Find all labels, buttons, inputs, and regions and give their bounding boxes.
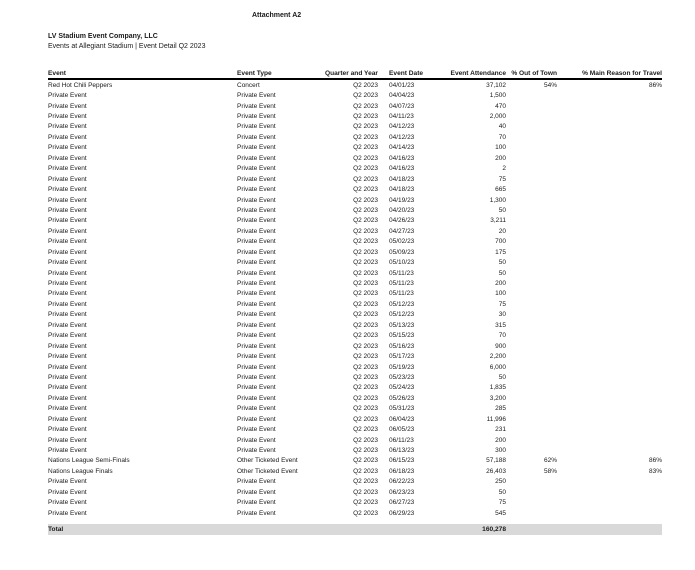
cell-quarter-year: Q2 2023 [353, 227, 378, 235]
cell-quarter-year: Q2 2023 [353, 478, 378, 486]
company-block [48, 32, 205, 52]
cell-quarter-year: Q2 2023 [353, 447, 378, 455]
cell-event-type: Private Event [237, 478, 276, 486]
cell-quarter-year: Q2 2023 [353, 123, 378, 131]
cell-event-type: Private Event [237, 154, 276, 162]
cell-event-date: 06/15/23 [389, 457, 415, 465]
cell-travel-reason: 83% [648, 467, 662, 475]
table-row [48, 205, 662, 215]
cell-event: Private Event [48, 102, 87, 110]
cell-event: Private Event [48, 123, 87, 131]
table-row [48, 111, 662, 121]
cell-event-type: Private Event [237, 499, 276, 507]
cell-attendance: 470 [495, 102, 506, 110]
cell-event-date: 06/11/23 [389, 436, 414, 444]
cell-event: Private Event [48, 133, 87, 141]
cell-event-date: 04/04/23 [389, 92, 415, 100]
cell-attendance: 100 [495, 290, 506, 298]
cell-quarter-year: Q2 2023 [353, 133, 378, 141]
cell-event-date: 05/15/23 [389, 332, 415, 340]
table-row [48, 268, 662, 278]
cell-attendance: 3,200 [489, 394, 506, 402]
cell-event: Private Event [48, 206, 87, 214]
cell-event-date: 04/20/23 [389, 206, 415, 214]
table-row [48, 424, 662, 434]
cell-event-type: Private Event [237, 238, 276, 246]
cell-event: Nations League Semi-Finals [48, 457, 130, 465]
cell-event-date: 05/24/23 [389, 384, 415, 392]
table-row [48, 498, 662, 508]
table-row [48, 278, 662, 288]
cell-event-type: Concert [237, 81, 260, 89]
cell-event-type: Private Event [237, 405, 276, 413]
cell-event: Red Hot Chili Peppers [48, 81, 113, 89]
table-row [48, 153, 662, 163]
table-row [48, 383, 662, 393]
cell-attendance: 50 [498, 269, 506, 277]
cell-quarter-year: Q2 2023 [353, 488, 378, 496]
cell-event: Private Event [48, 165, 87, 173]
table-row [48, 237, 662, 247]
table-row [48, 351, 662, 361]
cell-event: Private Event [48, 353, 87, 361]
table-row [48, 174, 662, 184]
cell-event-type: Private Event [237, 488, 276, 496]
table-row [48, 414, 662, 424]
cell-event-type: Private Event [237, 415, 276, 423]
attachment-title: Attachment A2 [252, 12, 302, 19]
cell-quarter-year: Q2 2023 [353, 426, 378, 434]
cell-event-type: Private Event [237, 332, 276, 340]
cell-event: Private Event [48, 196, 87, 204]
cell-event-type: Private Event [237, 248, 276, 256]
company-name: LV Stadium Event Company, LLC [48, 33, 158, 40]
cell-event: Private Event [48, 384, 87, 392]
table-row [48, 477, 662, 487]
cell-event-date: 05/13/23 [389, 321, 415, 329]
cell-event-type: Private Event [237, 175, 276, 183]
cell-event-date: 05/23/23 [389, 373, 415, 381]
cell-event: Private Event [48, 248, 87, 256]
cell-quarter-year: Q2 2023 [353, 321, 378, 329]
cell-quarter-year: Q2 2023 [353, 259, 378, 267]
cell-event-type: Private Event [237, 280, 276, 288]
column-header-travel-reason: % Main Reason for Travel [582, 70, 662, 77]
cell-event-date: 05/26/23 [389, 394, 415, 402]
cell-event-date: 04/12/23 [389, 133, 415, 141]
cell-event: Private Event [48, 259, 87, 267]
cell-event: Private Event [48, 154, 87, 162]
cell-quarter-year: Q2 2023 [353, 217, 378, 225]
cell-event: Private Event [48, 186, 87, 194]
cell-event: Private Event [48, 499, 87, 507]
table-row [48, 184, 662, 194]
cell-attendance: 200 [495, 280, 506, 288]
cell-attendance: 57,188 [486, 457, 506, 465]
cell-event-date: 04/14/23 [389, 144, 415, 152]
cell-event-date: 05/09/23 [389, 248, 415, 256]
cell-out-of-town: 58% [543, 467, 557, 475]
report-subtitle: Events at Allegiant Stadium | Event Detail Q2 2023 [48, 43, 206, 50]
cell-event-date: 05/12/23 [389, 300, 415, 308]
cell-attendance: 3,211 [490, 217, 506, 225]
cell-event-type: Private Event [237, 196, 276, 204]
cell-event-date: 06/29/23 [389, 509, 415, 517]
cell-event-date: 05/11/23 [389, 269, 414, 277]
total-label: Total [48, 526, 64, 534]
cell-quarter-year: Q2 2023 [353, 165, 378, 173]
cell-quarter-year: Q2 2023 [353, 373, 378, 381]
table-row [48, 195, 662, 205]
cell-attendance: 6,000 [489, 363, 506, 371]
cell-event: Private Event [48, 290, 87, 298]
cell-event-date: 06/23/23 [389, 488, 415, 496]
table-row [48, 226, 662, 236]
cell-event-date: 05/19/23 [389, 363, 415, 371]
cell-event: Private Event [48, 394, 87, 402]
cell-event: Private Event [48, 217, 87, 225]
cell-quarter-year: Q2 2023 [353, 92, 378, 100]
cell-attendance: 50 [498, 373, 506, 381]
table-row [48, 341, 662, 351]
cell-quarter-year: Q2 2023 [353, 509, 378, 517]
cell-attendance: 20 [498, 227, 506, 235]
cell-event-date: 05/16/23 [389, 342, 415, 350]
table-row [48, 101, 662, 111]
cell-event: Private Event [48, 227, 87, 235]
cell-event: Private Event [48, 175, 87, 183]
cell-quarter-year: Q2 2023 [353, 113, 378, 121]
table-row [48, 90, 662, 100]
cell-event-type: Other Ticketed Event [237, 457, 298, 465]
cell-event: Private Event [48, 92, 87, 100]
table-row [48, 164, 662, 174]
table-row [48, 143, 662, 153]
table-row [48, 80, 662, 90]
cell-event-date: 05/31/23 [389, 405, 415, 413]
cell-quarter-year: Q2 2023 [353, 363, 378, 371]
cell-quarter-year: Q2 2023 [353, 238, 378, 246]
cell-event: Private Event [48, 311, 87, 319]
cell-event-type: Private Event [237, 123, 276, 131]
cell-event-type: Private Event [237, 342, 276, 350]
cell-event: Private Event [48, 363, 87, 371]
cell-event: Private Event [48, 478, 87, 486]
cell-travel-reason: 86% [648, 81, 662, 89]
table-row [48, 372, 662, 382]
cell-quarter-year: Q2 2023 [353, 499, 378, 507]
cell-attendance: 70 [498, 133, 506, 141]
cell-event-date: 05/11/23 [389, 290, 414, 298]
cell-event-type: Private Event [237, 509, 276, 517]
cell-event-type: Private Event [237, 92, 276, 100]
cell-event: Private Event [48, 415, 87, 423]
cell-event-date: 04/16/23 [389, 165, 415, 173]
cell-quarter-year: Q2 2023 [353, 280, 378, 288]
cell-event-type: Private Event [237, 269, 276, 277]
cell-quarter-year: Q2 2023 [353, 394, 378, 402]
cell-event-type: Private Event [237, 186, 276, 194]
cell-attendance: 1,300 [489, 196, 506, 204]
cell-quarter-year: Q2 2023 [353, 186, 378, 194]
cell-event: Private Event [48, 426, 87, 434]
cell-event-type: Other Ticketed Event [237, 467, 298, 475]
cell-event: Private Event [48, 144, 87, 152]
table-body [48, 80, 662, 518]
cell-attendance: 50 [498, 488, 506, 496]
cell-event-date: 04/01/23 [389, 81, 415, 89]
table-row [48, 289, 662, 299]
cell-event-type: Private Event [237, 102, 276, 110]
cell-attendance: 2 [502, 165, 506, 173]
cell-event-type: Private Event [237, 394, 276, 402]
cell-attendance: 11,996 [486, 415, 506, 423]
cell-event: Private Event [48, 300, 87, 308]
cell-attendance: 300 [495, 447, 506, 455]
cell-event-date: 05/10/23 [389, 259, 415, 267]
cell-quarter-year: Q2 2023 [353, 342, 378, 350]
cell-quarter-year: Q2 2023 [353, 300, 378, 308]
cell-event-type: Private Event [237, 373, 276, 381]
cell-event: Private Event [48, 488, 87, 496]
table-row [48, 508, 662, 518]
table-row [48, 466, 662, 476]
table-row [48, 257, 662, 267]
cell-event: Private Event [48, 269, 87, 277]
cell-attendance: 200 [495, 154, 506, 162]
cell-event: Private Event [48, 332, 87, 340]
cell-event-type: Private Event [237, 300, 276, 308]
cell-attendance: 2,000 [489, 113, 506, 121]
cell-quarter-year: Q2 2023 [353, 196, 378, 204]
cell-quarter-year: Q2 2023 [353, 457, 378, 465]
cell-quarter-year: Q2 2023 [353, 332, 378, 340]
cell-event-date: 04/19/23 [389, 196, 415, 204]
cell-attendance: 26,403 [486, 467, 506, 475]
table-row [48, 445, 662, 455]
cell-attendance: 700 [495, 238, 506, 246]
column-header-event-type: Event Type [237, 70, 272, 77]
cell-event-date: 05/17/23 [389, 353, 415, 361]
cell-quarter-year: Q2 2023 [353, 144, 378, 152]
cell-attendance: 545 [495, 509, 506, 517]
cell-attendance: 30 [498, 311, 506, 319]
cell-quarter-year: Q2 2023 [353, 384, 378, 392]
cell-event-date: 04/27/23 [389, 227, 415, 235]
cell-quarter-year: Q2 2023 [353, 353, 378, 361]
cell-event-date: 06/13/23 [389, 447, 415, 455]
cell-event: Private Event [48, 373, 87, 381]
cell-event-date: 06/22/23 [389, 478, 415, 486]
cell-quarter-year: Q2 2023 [353, 467, 378, 475]
cell-event-date: 06/05/23 [389, 426, 415, 434]
cell-attendance: 100 [495, 144, 506, 152]
cell-attendance: 50 [498, 206, 506, 214]
table-row [48, 299, 662, 309]
cell-event-type: Private Event [237, 426, 276, 434]
cell-attendance: 75 [498, 499, 506, 507]
cell-event: Private Event [48, 436, 87, 444]
cell-attendance: 665 [495, 186, 506, 194]
cell-attendance: 231 [495, 426, 506, 434]
cell-attendance: 315 [495, 321, 506, 329]
cell-attendance: 2,200 [489, 353, 506, 361]
cell-event-date: 04/07/23 [389, 102, 415, 110]
cell-quarter-year: Q2 2023 [353, 175, 378, 183]
table-row [48, 216, 662, 226]
total-attendance-value: 160,278 [482, 526, 506, 534]
cell-event-type: Private Event [237, 217, 276, 225]
column-header-quarter-year: Quarter and Year [324, 70, 378, 77]
cell-attendance: 1,835 [489, 384, 506, 392]
cell-event-type: Private Event [237, 133, 276, 141]
column-header-event: Event [48, 70, 66, 77]
cell-event-type: Private Event [237, 353, 276, 361]
cell-quarter-year: Q2 2023 [353, 81, 378, 89]
cell-quarter-year: Q2 2023 [353, 415, 378, 423]
table-row [48, 362, 662, 372]
cell-event: Private Event [48, 321, 87, 329]
cell-quarter-year: Q2 2023 [353, 248, 378, 256]
cell-attendance: 40 [498, 123, 506, 131]
cell-event: Private Event [48, 509, 87, 517]
cell-attendance: 250 [495, 478, 506, 486]
table-row [48, 456, 662, 466]
cell-quarter-year: Q2 2023 [353, 311, 378, 319]
cell-out-of-town: 54% [543, 81, 557, 89]
cell-event-type: Private Event [237, 227, 276, 235]
cell-event-date: 06/27/23 [389, 499, 415, 507]
table-row [48, 487, 662, 497]
cell-attendance: 70 [498, 332, 506, 340]
table-row [48, 247, 662, 257]
cell-attendance: 37,102 [486, 81, 506, 89]
cell-event-date: 04/26/23 [389, 217, 415, 225]
table-row [48, 435, 662, 445]
cell-event: Private Event [48, 447, 87, 455]
table-row [48, 331, 662, 341]
cell-event: Private Event [48, 405, 87, 413]
table-row [48, 122, 662, 132]
cell-event-date: 04/18/23 [389, 186, 415, 194]
column-header-out-of-town: % Out of Town [511, 70, 557, 77]
cell-attendance: 75 [498, 300, 506, 308]
cell-event-date: 04/12/23 [389, 123, 415, 131]
cell-quarter-year: Q2 2023 [353, 269, 378, 277]
cell-event-type: Private Event [237, 384, 276, 392]
column-header-attendance: Event Attendance [450, 70, 506, 77]
cell-event-date: 06/18/23 [389, 467, 415, 475]
table-row [48, 404, 662, 414]
cell-event: Private Event [48, 280, 87, 288]
cell-attendance: 50 [498, 259, 506, 267]
cell-event-type: Private Event [237, 311, 276, 319]
cell-event-type: Private Event [237, 165, 276, 173]
cell-event-date: 06/04/23 [389, 415, 415, 423]
cell-travel-reason: 86% [648, 457, 662, 465]
cell-quarter-year: Q2 2023 [353, 290, 378, 298]
cell-attendance: 900 [495, 342, 506, 350]
table-header-row [48, 66, 662, 80]
cell-event-date: 04/11/23 [389, 113, 414, 121]
cell-event-date: 05/11/23 [389, 280, 414, 288]
table-row [48, 310, 662, 320]
table-row [48, 320, 662, 330]
cell-attendance: 175 [495, 248, 506, 256]
cell-quarter-year: Q2 2023 [353, 436, 378, 444]
cell-event-date: 04/16/23 [389, 154, 415, 162]
cell-event-type: Private Event [237, 363, 276, 371]
cell-event-date: 04/18/23 [389, 175, 415, 183]
table-row [48, 132, 662, 142]
cell-event-type: Private Event [237, 447, 276, 455]
cell-attendance: 75 [498, 175, 506, 183]
cell-attendance: 1,500 [489, 92, 506, 100]
cell-quarter-year: Q2 2023 [353, 405, 378, 413]
total-row [48, 524, 662, 535]
cell-out-of-town: 62% [543, 457, 557, 465]
cell-quarter-year: Q2 2023 [353, 206, 378, 214]
cell-event: Private Event [48, 113, 87, 121]
column-header-event-date: Event Date [389, 70, 424, 77]
cell-attendance: 285 [495, 405, 506, 413]
cell-event-type: Private Event [237, 321, 276, 329]
cell-event-type: Private Event [237, 259, 276, 267]
cell-event: Private Event [48, 342, 87, 350]
cell-event-type: Private Event [237, 436, 276, 444]
cell-event-date: 05/02/23 [389, 238, 415, 246]
cell-event-date: 05/12/23 [389, 311, 415, 319]
cell-event: Nations League Finals [48, 467, 113, 475]
cell-event-type: Private Event [237, 290, 276, 298]
cell-quarter-year: Q2 2023 [353, 102, 378, 110]
cell-attendance: 200 [495, 436, 506, 444]
cell-event-type: Private Event [237, 144, 276, 152]
cell-event-type: Private Event [237, 113, 276, 121]
cell-event-type: Private Event [237, 206, 276, 214]
cell-event: Private Event [48, 238, 87, 246]
table-row [48, 393, 662, 403]
events-table [48, 66, 662, 535]
cell-quarter-year: Q2 2023 [353, 154, 378, 162]
